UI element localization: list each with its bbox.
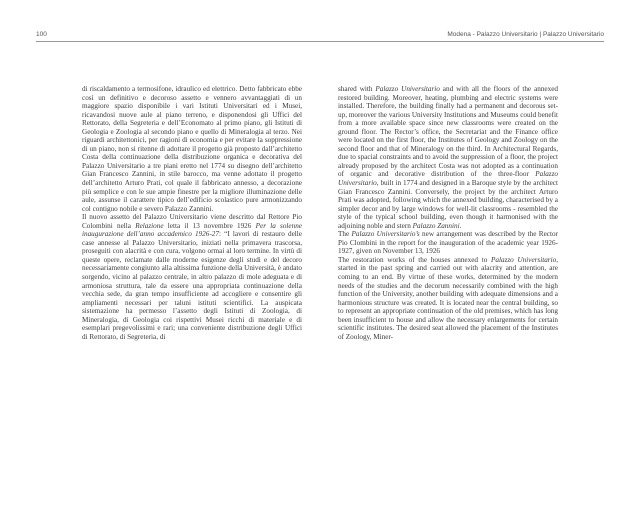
running-head: Modena - Palazzo Universitario | Palazzo Universitario [447,31,604,38]
english-text-run: shared with [338,85,376,93]
italian-text-run: letta il 13 novembre 1926 [163,221,256,230]
italian-paragraph-1 [82,85,302,213]
english-paragraph-1 [338,85,558,230]
header-rule [36,41,604,42]
english-italic-run: Palazzo Universitario [491,255,557,264]
italian-italic-run: Per la solenne inaugurazione dell’anno accademico 1926-27 [82,221,302,239]
english-paragraph-2 [338,230,558,256]
english-text-run: The [338,230,352,239]
italian-text-run: di riscaldamento a termosifone, idraulico ed elettrico. Detto fabbricato ebbe così un definitivo e decoroso assetto e vennero avvantaggiati di un maggiore spazio disponibile i vari Istituti Universitari ed i Musei, ricavandosi nuove aule al piano terreno, e disponendosi gli Uffici del Rettorato, della Segreteria e dell’Economato al primo piano, gli Istituti di Geologia e Zoologia al secondo piano e quello di Mineralogia al terzo. Nei riguardi architettonici, per ragioni di economia e per evitare la soppressione di un piano, non si ritenne di adottare il progetto già proposto dall’architetto Costa della continuazione della distribuzione organica e decorativa del Palazzo Universitario a tre piani eretto nel 1774 su disegno dell’architetto Gian Francesco Zannini, in stile barocco, ma venne adottato il progetto dell’architetto Arturo Prati, col quale il fabbricato annesso, a decorazione più semplice e con le sue ampie finestre per la migliore illuminazione delle aule, assunse il carattere tipico dell’edificio scolastico pure armonizzando col contiguo nobile e severo Palazzo Zannini. [82,85,302,213]
italian-text-run: Il nuovo assetto del Palazzo Universitario viene descritto dal Rettore Pio Colombini nella [82,213,302,230]
english-text-run: The restoration works of the houses annexed to [338,255,491,264]
english-text-run: . [459,221,462,230]
english-italic-run: Palazzo Universitario’s [351,230,420,239]
english-text-run: new arrangement was described by the Rector Pio Clombini in the report for the inauguration of the academic year 1926-1927, given on November 13, 1926 [338,230,558,256]
italian-italic-run: Relazione [135,221,164,230]
english-italic-run: Palazzo Zannini [412,221,460,230]
english-text-run: , built in 1774 and designed in a Baroque style by the architect Gian Francesco Zannini. Conversely, the project by the architect Arturo Prati was adopted, following which the annexed building, characterised by a simpler decor and by large windows for well-lit classrooms - resembled the style of the typical school building, even though it harmonised with the adjoining noble and stern [338,179,558,230]
page-number: 100 [36,31,47,38]
italian-paragraph-2 [82,213,302,341]
italian-column [82,85,302,341]
english-text-run: , started in the past spring and carried out with alacrity and attention, are coming to an end. By virtue of these works, determined by the modern needs of the studies and the decorum necessarily combined with the high function of the University, another building with adequate dimensions and a harmonious structure was created. It is located near the central building, so to represent an appropriate continuation of the old premises, which has long been insufficient to house and allow the necessary enlargements for certain scientific institutes. The desired seat allowed the placement of the Institutes of Zoology, Miner- [338,255,558,341]
english-text-run: and with all the floors of the annexed restored building. Moreover, heating, plumbing and electric systems were installed. Therefore, the building finally had a permanent and decorous set-up, moreover the various University Institutions and Museums could benefit from a more available space since new classrooms were created on the ground floor. The Rector’s office, the Secretariat and the Finance office were located on the first floor, the Institutes of Geology and Zoology on the second floor and that of Mineralogy on the third. In Architectural Regards, due to spacial constraints and to avoid the suppression of a floor, the project already proposed by the architect Costa was not adopted as a continuation of organic and decorative distribution of the three-floor [338,85,558,179]
english-italic-run: Palazzo Universitario [375,85,440,93]
english-italic-run: Palazzo Universitario [338,170,558,188]
italian-text-run: : “I lavori di restauro delle case annesse al Palazzo Universitario, iniziati nella primavera trascorsa, proseguiti con alacrità e con cura, volgono ormai al loro termine. In virtù di queste opere, reclamate dalle moderne esigenze degli studi e del decoro necessariamente congiunto alla altissima funzione della Università, è andato sorgendo, vicino al palazzo centrale, in altro palazzo di mole adeguata e di armoniosa struttura, tale da essere una appropriata continuazione della vecchia sede, da gran tempo insufficiente ad accogliere e consentire gli ampliamenti necessari per taluni istituti scientifici. La auspicata sistemazione ha permesso l’assetto degli Istituti di Zoologia, di Mineralogia, di Geologia coi rispettivi Musei ricchi di materiale e di esemplari pregevolissimi e rari; una conveniente distribuzione degli Uffici di Rettorato, di Segreteria, di [82,230,302,341]
english-column [338,85,558,341]
english-paragraph-3 [338,256,558,341]
